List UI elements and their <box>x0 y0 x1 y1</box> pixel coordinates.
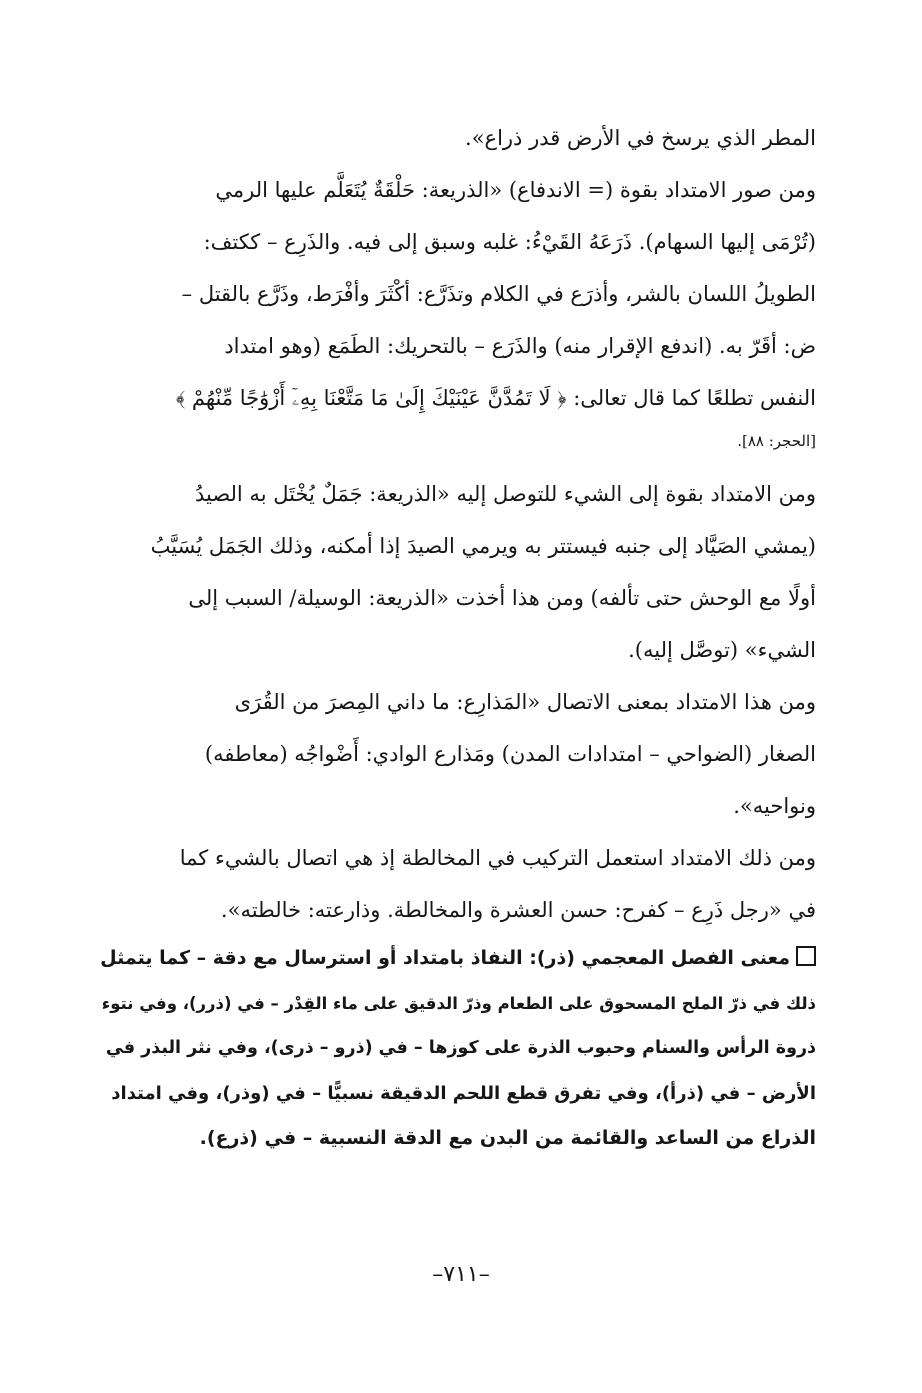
checkbox-square-icon <box>796 946 816 966</box>
text-line: (يمشي الصَيَّاد إلى جنبه فيستتر به ويرمي الصيدَ إذا أمكنه، وذلك الجَمَل يُسَيَّبُ <box>150 534 816 558</box>
page-content <box>100 112 816 1161</box>
text-line: المطر الذي يرسخ في الأرض قدر ذراع». <box>465 126 816 150</box>
text-line: ومن الامتداد بقوة إلى الشيء للتوصل إليه «الذريعة: جَمَلٌ يُخْتَل به الصيدُ <box>194 482 816 506</box>
text-line: ض: أقَرّ به. (اندفع الإقرار منه) والذَرَع – بالتحريك: الطَمَع (وهو امتداد <box>224 334 816 358</box>
text-line: الشيء» (توصَّل إليه). <box>628 638 816 662</box>
summary-line: ذروة الرأس والسنام وحبوب الذرة على كوزها – في (ذرو – ذرى)، وفي نثر البذر في <box>105 1038 816 1058</box>
paragraph-2 <box>100 164 816 458</box>
text-line: ومن صور الامتداد بقوة (= الاندفاع) «الذريعة: حَلْقَةٌ يُتَعَلَّم عليها الرمي <box>215 178 816 202</box>
verse-reference: [الحجر: ٨٨]. <box>737 432 816 450</box>
paragraph-5 <box>100 832 816 936</box>
text-line: في «رجل ذَرِع – كفرح: حسن العشرة والمخالطة. وذارعته: خالطته». <box>220 898 816 922</box>
paragraph-1 <box>100 112 816 164</box>
summary-text: معنى الفصل المعجمي (ذر): النفاذ بامتداد أو استرسال مع دقة – كما يتمثل <box>100 947 790 969</box>
paragraph-3 <box>100 468 816 676</box>
summary-line: الأرض – في (ذرأ)، وفي تفرق قطع اللحم الدقيقة نسبيًّا – في (وذر)، وفي امتداد <box>111 1083 816 1104</box>
summary-line <box>100 936 816 981</box>
lexical-summary <box>100 936 816 1161</box>
paragraph-4 <box>100 676 816 832</box>
text-line: ونواحيه». <box>733 794 816 818</box>
text-line: (تُرْمَى إليها السهام). ذَرَعَهُ القَيْءُ: غلبه وسبق إلى فيه. والذَرِع – ككتف: <box>203 230 816 254</box>
text-line: ومن هذا الامتداد بمعنى الاتصال «المَذارِع: ما داني المِصرَ من القُرَى <box>234 690 816 714</box>
page-number: –٧١١– <box>432 1262 490 1287</box>
text-line: الطويلُ اللسان بالشر، وأذرَع في الكلام وتذَرَّع: أكْثَرَ وأفْرَط، وذَرَّع بالقتل – <box>181 282 816 306</box>
text-line: الصغار (الضواحي – امتدادات المدن) ومَذارع الوادي: أَضْواجُه (معاطفه) <box>204 742 816 766</box>
summary-line: الذراع من الساعد والقائمة من البدن مع الدقة النسبية – في (ذرع). <box>199 1127 816 1149</box>
quran-verse-line: النفس تطلعًا كما قال تعالى: ﴿ لَا تَمُدَّنَّ عَيْنَيْكَ إِلَىٰ مَا مَتَّعْنَا بِهِۦٓ أَزْوَٰجًا مِّنْهُمْ ﴾ <box>175 386 816 410</box>
summary-line: ذلك في ذرّ الملح المسحوق على الطعام وذرّ الدقيق على ماء القِدْر – في (ذرر)، وفي نتوء <box>101 994 816 1013</box>
text-line: ومن ذلك الامتداد استعمل التركيب في المخالطة إذ هي اتصال بالشيء كما <box>179 846 816 870</box>
text-line: أولًا مع الوحش حتى تألفه) ومن هذا أخذت «الذريعة: الوسيلة/ السبب إلى <box>188 586 816 610</box>
